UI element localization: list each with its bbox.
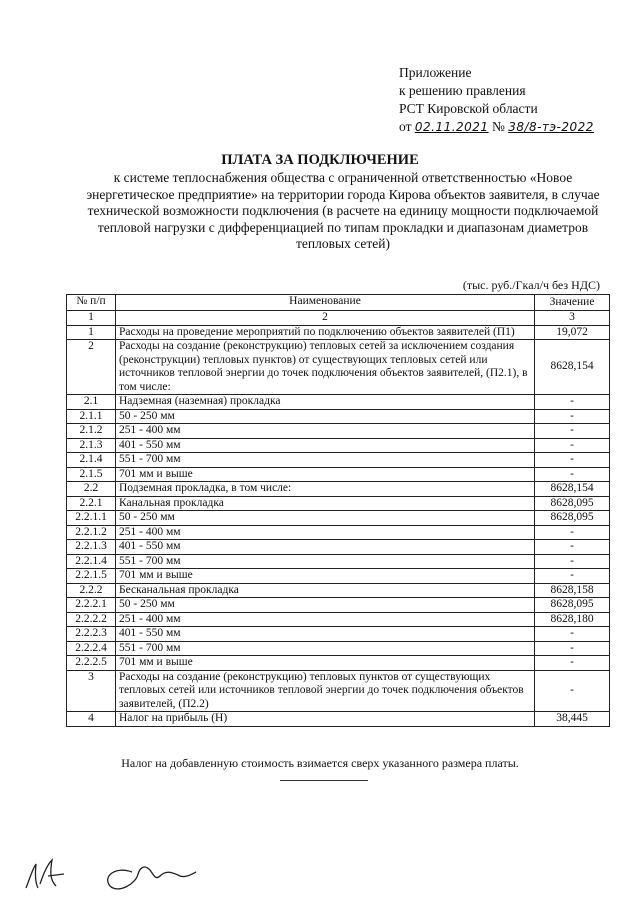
table-row xyxy=(67,395,610,410)
header-number: № п/п xyxy=(67,295,116,311)
row-name: 701 мм и выше xyxy=(116,656,535,671)
number-value: 38/8-тэ-2022 xyxy=(508,120,594,134)
units-note: (тыс. руб./Гкал/ч без НДС) xyxy=(462,278,600,292)
row-name: Налог на прибыль (Н) xyxy=(116,712,535,727)
row-value: - xyxy=(535,453,610,468)
row-value: 8628,158 xyxy=(535,583,610,598)
row-name: 401 - 550 мм xyxy=(116,438,535,453)
row-number: 2.1.3 xyxy=(67,438,116,453)
header-name: Наименование xyxy=(116,295,535,311)
table-row xyxy=(67,641,610,656)
signatures xyxy=(20,850,220,905)
table-row xyxy=(67,409,610,424)
row-number: 2.1 xyxy=(67,395,116,410)
row-number: 2.2.1 xyxy=(67,496,116,511)
row-name: Расходы на создание (реконструкцию) тепловых пунктов от существующих тепловых сетей или источников тепловой энергии до точек подключения объектов заявителей, (П2.2) xyxy=(116,670,535,712)
table-row xyxy=(67,612,610,627)
row-value: 8628,095 xyxy=(535,598,610,613)
footnote: Налог на добавленную стоимость взимается сверх указанного размера платы. xyxy=(121,756,519,770)
index-col3: 3 xyxy=(535,311,610,326)
table-row xyxy=(67,424,610,439)
row-number: 2.2.2 xyxy=(67,583,116,598)
attachment-date-line xyxy=(399,118,594,136)
row-value: 8628,095 xyxy=(535,496,610,511)
table-row xyxy=(67,438,610,453)
table-row xyxy=(67,467,610,482)
row-number: 1 xyxy=(67,325,116,340)
row-number: 2.1.1 xyxy=(67,409,116,424)
row-value: 8628,180 xyxy=(535,612,610,627)
row-number: 3 xyxy=(67,670,116,712)
row-value: - xyxy=(535,467,610,482)
row-value: - xyxy=(535,395,610,410)
row-value: 8628,154 xyxy=(535,340,610,395)
row-number: 2.2.2.3 xyxy=(67,627,116,642)
row-number: 2.2.1.2 xyxy=(67,525,116,540)
row-name: 551 - 700 мм xyxy=(116,453,535,468)
table-row xyxy=(67,627,610,642)
row-name: Расходы на проведение мероприятий по подключению объектов заявителей (П1) xyxy=(116,325,535,340)
index-col1: 1 xyxy=(67,311,116,326)
row-name: Расходы на создание (реконструкцию) тепловых сетей за исключением создания (реконструкции) тепловых пунктов) от существующих тепловых сетей или источников тепловой энергии до точек подключения объектов заявителей, (П2.1), в том числе: xyxy=(116,340,535,395)
row-name: Бесканальная прокладка xyxy=(116,583,535,598)
table-row xyxy=(67,569,610,584)
table-row xyxy=(67,340,610,395)
table-row xyxy=(67,453,610,468)
row-number: 2.2.2.5 xyxy=(67,656,116,671)
row-number: 2.2.2.4 xyxy=(67,641,116,656)
row-value: - xyxy=(535,424,610,439)
row-value: - xyxy=(535,641,610,656)
row-value: - xyxy=(535,627,610,642)
date-value: 02.11.2021 xyxy=(414,120,489,134)
row-number: 2.2.1.1 xyxy=(67,511,116,526)
attachment-block xyxy=(399,64,594,136)
table-row xyxy=(67,656,610,671)
row-name: 701 мм и выше xyxy=(116,569,535,584)
signature-marks xyxy=(20,850,220,900)
table-row xyxy=(67,496,610,511)
row-value: - xyxy=(535,569,610,584)
row-name: 551 - 700 мм xyxy=(116,554,535,569)
row-number: 2.1.2 xyxy=(67,424,116,439)
divider xyxy=(280,780,368,781)
row-value: - xyxy=(535,438,610,453)
table-row xyxy=(67,482,610,497)
row-value: - xyxy=(535,409,610,424)
index-col2: 2 xyxy=(116,311,535,326)
signature-1 xyxy=(26,860,64,888)
document-title: ПЛАТА ЗА ПОДКЛЮЧЕНИЕ xyxy=(221,152,419,168)
table-body xyxy=(67,325,610,726)
date-prefix: от xyxy=(399,119,412,134)
row-value: 19,072 xyxy=(535,325,610,340)
row-name: 401 - 550 мм xyxy=(116,540,535,555)
number-prefix: № xyxy=(491,119,505,134)
row-value: 38,445 xyxy=(535,712,610,727)
row-number: 2.2.2.1 xyxy=(67,598,116,613)
row-name: 251 - 400 мм xyxy=(116,525,535,540)
row-name: 50 - 250 мм xyxy=(116,511,535,526)
table-row xyxy=(67,712,610,727)
table-row xyxy=(67,511,610,526)
row-number: 2.2.1.5 xyxy=(67,569,116,584)
row-value: - xyxy=(535,540,610,555)
table-row xyxy=(67,670,610,712)
row-value: - xyxy=(535,554,610,569)
table-row xyxy=(67,325,610,340)
header-value: Значение xyxy=(535,295,610,311)
signature-2 xyxy=(108,867,196,889)
row-name: 251 - 400 мм xyxy=(116,424,535,439)
row-name: 50 - 250 мм xyxy=(116,598,535,613)
row-name: 401 - 550 мм xyxy=(116,627,535,642)
table-index-row xyxy=(67,311,610,326)
row-number: 2.2.1.3 xyxy=(67,540,116,555)
row-name: 50 - 250 мм xyxy=(116,409,535,424)
document-subtitle: к системе теплоснабжения общества с ограниченной ответственностью «Новое энергетическое предприятие» на территории города Кирова объектов заявителя, в случае технической возможности подключения (в расчете на единицу мощности подключаемой тепловой нагрузки с дифференциацией по типам прокладки и диапазонам диаметров тепловых сетей) xyxy=(86,170,600,251)
row-name: 701 мм и выше xyxy=(116,467,535,482)
fee-table xyxy=(66,294,610,727)
table-row xyxy=(67,598,610,613)
row-name: Надземная (наземная) прокладка xyxy=(116,395,535,410)
table-header-row xyxy=(67,295,610,311)
attachment-line3: РСТ Кировской области xyxy=(399,101,538,116)
row-number: 2.2.2.2 xyxy=(67,612,116,627)
row-number: 2.1.5 xyxy=(67,467,116,482)
row-number: 2 xyxy=(67,340,116,395)
row-name: 251 - 400 мм xyxy=(116,612,535,627)
row-value: - xyxy=(535,670,610,712)
row-value: - xyxy=(535,656,610,671)
table-row xyxy=(67,554,610,569)
row-number: 2.2 xyxy=(67,482,116,497)
table-row xyxy=(67,540,610,555)
row-value: 8628,154 xyxy=(535,482,610,497)
row-value: - xyxy=(535,525,610,540)
row-number: 2.1.4 xyxy=(67,453,116,468)
table-row xyxy=(67,583,610,598)
row-name: Подземная прокладка, в том числе: xyxy=(116,482,535,497)
row-value: 8628,095 xyxy=(535,511,610,526)
attachment-line2: к решению правления xyxy=(399,83,526,98)
row-name: 551 - 700 мм xyxy=(116,641,535,656)
row-name: Канальная прокладка xyxy=(116,496,535,511)
table-row xyxy=(67,525,610,540)
row-number: 2.2.1.4 xyxy=(67,554,116,569)
attachment-line1: Приложение xyxy=(399,65,472,80)
row-number: 4 xyxy=(67,712,116,727)
